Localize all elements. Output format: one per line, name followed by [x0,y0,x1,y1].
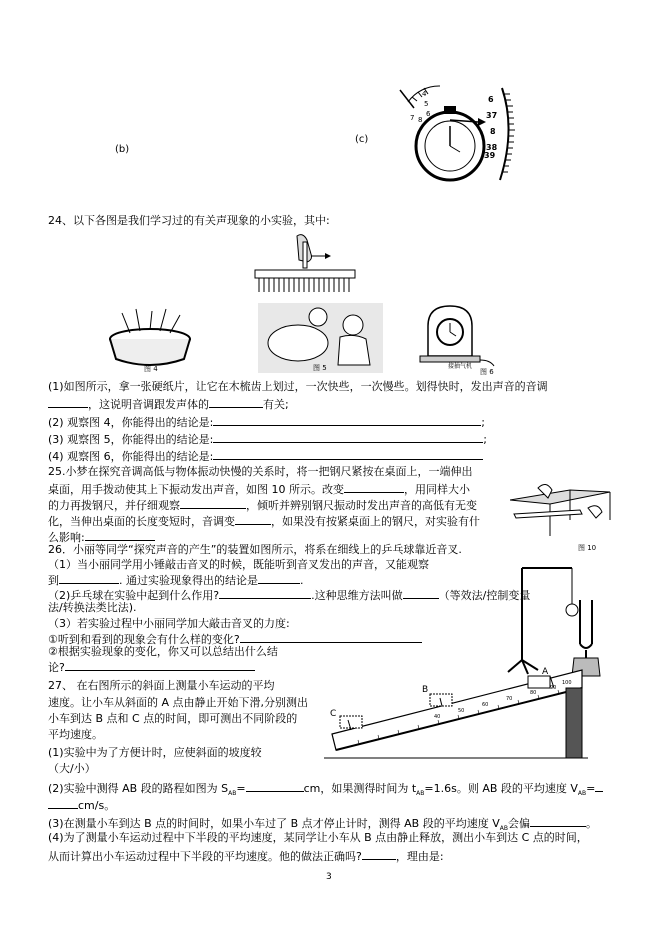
q26-line9 [48,659,255,675]
inner-tick-5: 5 [424,100,429,108]
ruler-mark-60: 60 [482,702,489,708]
point-c-label: C [330,709,337,719]
inner-tick-6: 6 [426,110,431,118]
q26-answer-3[interactable] [219,587,311,599]
q27-line8 [48,797,115,813]
incline-figure [318,660,598,760]
ruler-mark-50: 50 [458,708,465,714]
q24-answer-2[interactable] [209,396,263,408]
scale-mark-38: 38 [486,143,498,152]
q26-line3 [48,572,304,588]
q27-l7-sub1: AB [228,790,237,798]
q25-line2 [48,481,470,497]
fig10-caption: 图 10 [578,544,597,552]
q27-line1: 27、 在右图所示的斜面上测量小车运动的平均 [48,679,275,692]
q27-line10: (4)为了测量小车运动过程中下半段的平均速度，某同学让小车从 B 点由静止释放，测出小车到达 C 点的时间， [48,831,588,844]
q27-l7e: = [586,782,596,795]
q26-answer-2[interactable] [258,572,300,584]
q24-p2-text: (2) 观察图 4，你能得出的结论是: [48,416,214,429]
q26-line3-b: . 通过实验现象得出的结论是 [119,574,258,587]
q25-line2-text-b: ，用同样大小 [404,483,470,496]
ruler-mark-90: 90 [550,685,557,691]
q27-line2: 速度。让小车从斜面的 A 点由静止开始下滑,分别测出 [48,696,309,709]
q24-title: 24、以下各图是我们学习过的有关声现象的小实验，其中: [48,214,330,227]
q25-line2-text: 桌面，用手拨动使其上下振动发出声音，如图 10 所示。改变 [48,483,344,496]
q26-line4-b: .这种思维方法叫做 [311,589,403,602]
comb-figure [245,232,365,297]
fig6-caption: 图 6 [480,368,494,375]
q24-p2 [48,414,485,430]
inner-tick-4: 4 [422,90,427,98]
q27-line11 [48,848,444,864]
q27-answer-1[interactable] [246,780,304,792]
q24-p1-text-b: ，这说明音调跟发声体的 [88,398,209,411]
scale-mark-6: 6 [488,95,494,104]
q27-l8: cm/s。 [78,799,116,812]
q26-line4-a: （2)乒乓球在实验中起到什么作用? [48,589,220,602]
q25-line5-text: 么影响: [48,531,85,544]
drum-figure [100,305,200,373]
q24-p3 [48,431,487,447]
q25-line4-text: 化，当伸出桌面的长度变短时，音调变 [48,515,235,528]
scale-mark-39: 39 [484,151,496,160]
q24-answer-3[interactable] [213,414,481,426]
q27-l7a: (2)实验中测得 AB 段的路程如图为 S [48,782,229,795]
ruler-mark-80: 80 [530,690,537,696]
q27-l9b: 会偏 [507,817,530,830]
q27-answer-4[interactable] [530,815,586,827]
q26-line9-text: 论? [48,661,65,674]
q26-line5: 法/转换法类比法). [48,601,137,614]
q26-answer-5[interactable] [240,631,422,643]
q27-answer-3[interactable] [48,797,78,809]
q25-answer-4[interactable] [85,529,155,541]
page-number: 3 [326,872,332,882]
q27-line3: 小车到达 B 点和 C 点的时间，即可测出不同阶段的 [48,712,298,725]
fishbowl-figure [258,303,383,373]
q27-answer-5[interactable] [362,848,396,860]
q27-l11a: 从而计算出小车运动过程中下半段的平均速度。他的做法正确吗? [48,850,362,863]
q24-p4-text: (4) 观察图 6，你能得出的结论是: [48,450,214,463]
q24-p1-cont [48,396,289,412]
q26-line2: （1）当小丽同学用小锤敲击音叉的时候，既能听到音叉发出的声音，又能观察 [48,558,429,571]
q24-p2-semi: ; [481,416,485,429]
q24-answer-5[interactable] [213,448,483,460]
q25-line3-text: 的力再拨钢尺，并仔细观察 [48,499,180,512]
q26-line7-text: ①听到和看到的现象会有什么样的变化? [48,633,240,646]
q26-line8: ②根据实验现象的变化，你又可以总结出什么结 [48,645,278,658]
q24-p1-text-c: 有关; [263,398,289,411]
q27-l9-sub: AB [499,825,508,833]
label-c: (c) [355,134,369,145]
q27-line4: 平均速度。 [48,728,103,741]
q27-l9a: (3)在测量小车到达 B 点的时间时，如果小车过了 B 点才停止计时，测得 AB 段的平均速度 V [48,817,500,830]
q27-l7c: cm，如果测得时间为 t [303,782,417,795]
q27-line6: （大/小） [48,762,96,775]
belljar-figure [408,300,508,375]
q24-p4 [48,448,483,464]
q26-answer-6[interactable] [65,659,255,671]
q26-line3-a: 到 [48,574,59,587]
q25-line1: 25.小梦在探究音调高低与物体振动快慢的关系时，将一把钢尺紧按在桌面上，一端伸出 [48,465,473,478]
q27-l7b: = [236,782,246,795]
scale-mark-8: 8 [490,127,496,136]
q27-l11b: ，理由是: [395,850,444,863]
ruler-mark-40: 40 [434,714,441,720]
stopwatch-figure [390,80,520,190]
q24-p1-text: (1)如图所示，拿一张硬纸片，让它在木梳齿上划过，一次快些，一次慢些。划得快时，发出声音的音调 [48,380,548,393]
q25-line4-text-b: ，如果没有按紧桌面上的钢尺，对实验有什 [271,515,480,528]
point-b-label: B [422,685,429,695]
q27-line7 [48,780,603,801]
q25-answer-1[interactable] [344,481,404,493]
q27-answer-2[interactable] [595,780,603,792]
q27-l7d: =1.6s。则 AB 段的平均速度 V [424,782,578,795]
q26-line6: （3）若实验过程中小丽同学加大敲击音叉的力度: [48,617,290,630]
label-b: (b) [115,144,130,155]
q24-answer-1[interactable] [48,396,88,408]
q27-l9c: 。 [585,817,597,830]
fig4-caption: 图 4 [144,365,158,373]
fig6-jar-label: 接抽气机 [448,363,473,370]
q25-answer-3[interactable] [235,513,271,525]
q26-line4-c: （等效法/控制变量 [438,589,531,602]
q27-line5: (1)实验中为了方便计时，应使斜面的坡度较 [48,746,262,759]
ruler-desk-figure [510,470,615,545]
q26-answer-4[interactable] [403,587,439,599]
ruler-mark-70: 70 [506,696,513,702]
q27-l7-sub3: AB [577,790,587,798]
fig5-caption: 图 5 [313,364,327,372]
q25-line4 [48,513,480,529]
scale-mark-37: 37 [486,111,498,120]
point-a-label: A [542,667,549,677]
q26-line3-c: . [300,574,304,587]
q25-line3-text-b: ，倾听并辨别钢尺振动时发出声音的高低有无变 [246,499,477,512]
inner-tick-7: 7 [410,114,415,122]
inner-tick-8: 8 [418,116,423,124]
q24-p1 [48,380,548,394]
q25-line3 [48,497,477,513]
q25-answer-2[interactable] [180,497,246,509]
q26-answer-1[interactable] [59,572,119,584]
ruler-mark-100: 100 [562,680,572,686]
q27-l7-sub2: AB [416,790,425,798]
q24-answer-4[interactable] [213,431,483,443]
q24-p3-text: (3) 观察图 5，你能得出的结论是: [48,433,214,446]
q24-p3-semi: ; [483,433,487,446]
q26-line1: 26．小丽等同学“探究声音的产生”的装置如图所示，将系在细线上的乒乓球靠近音叉. [48,543,462,556]
